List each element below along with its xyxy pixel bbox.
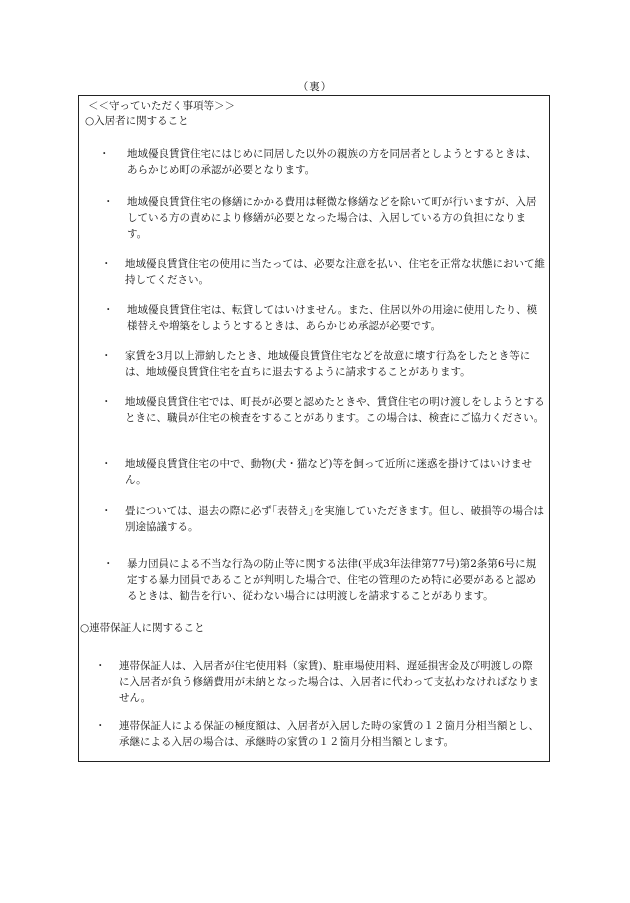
list-item-text: 地域優良賃貸住宅の中で、動物(犬・猫など)等を飼って近所に迷惑を掛けてはいけません。 <box>125 458 532 486</box>
list-item-text: 連帯保証人は、入居者が住宅使用料（家賃)、駐車場使用料、遅延損害金及び明渡しの際に入居者が負う修繕費用が未納となった場合は、入居者に代わって支払わなければなりません。 <box>119 660 539 704</box>
list-item <box>103 556 543 604</box>
list-item-text: 連帯保証人による保証の極度額は、入居者が入居した時の家賃の１２箇月分相当額とし、承継による入居の場合は、承継時の家賃の１２箇月分相当額とします。 <box>119 720 539 748</box>
list-item <box>101 394 545 426</box>
list-item-text: 地域優良賃貸住宅の修繕にかかる費用は軽微な修繕などを除いて町が行いますが、入居している方の責めにより修繕が必要となった場合は、入居している方の負担になります。 <box>127 196 537 240</box>
list-item <box>101 256 545 288</box>
list-item <box>101 348 545 380</box>
bullet: ・ <box>101 396 112 408</box>
bullet: ・ <box>103 196 114 208</box>
list-item-text: 地域優良賃貸住宅では、町長が必要と認めたときや、賃貸住宅の明け渡しをしようとするときに、職員が住宅の検査をすることがあります。この場合は、検査にご協力ください。 <box>125 396 545 424</box>
list-item <box>95 658 543 706</box>
bullet: ・ <box>95 660 106 672</box>
section-title-guarantor: ○連帯保証人に関すること <box>80 622 205 634</box>
list-item-text: 畳については、退去の際に必ず｢表替え｣を実施していただきます。但し、破損等の場合は別途協議する。 <box>125 505 544 533</box>
list-item-text: 地域優良賃貸住宅は、転貸してはいけません。また、住居以外の用途に使用したり、模様替えや増築をしようとするときは、あらかじめ承認が必要です。 <box>127 304 538 332</box>
list-item-text: 地域優良賃貸住宅の使用に当たっては、必要な注意を払い、住宅を正常な状態において維持してください。 <box>125 258 545 286</box>
bullet: ・ <box>101 458 112 470</box>
list-item <box>103 194 543 242</box>
bullet: ・ <box>95 720 106 732</box>
list-item <box>99 146 539 178</box>
list-item <box>103 302 543 334</box>
list-item-text: 暴力団員による不当な行為の防止等に関する法律(平成3年法律第77号)第2条第6号に規定する暴力団員であることが判明した場合で、住宅の管理のため特に必要があると認めるときは、勧告を行い、従わない場合には明渡しを請求することがあります。 <box>127 558 537 602</box>
notice-heading: ＜＜守っていただく事項等＞＞ <box>88 100 235 112</box>
section-title-tenant: ○入居者に関すること <box>85 115 189 127</box>
list-item <box>101 456 545 488</box>
bullet: ・ <box>101 258 112 270</box>
bullet: ・ <box>101 505 112 517</box>
list-item <box>95 718 543 750</box>
bullet: ・ <box>99 148 110 160</box>
bullet: ・ <box>103 304 114 316</box>
notice-box <box>78 95 550 762</box>
list-item <box>101 503 545 535</box>
page-side-label: （裏） <box>297 81 333 93</box>
list-item-text: 家賃を3月以上滞納したとき、地域優良賃貸住宅などを故意に壊す行為をしたとき等には、地域優良賃貸住宅を直ちに退去するように請求することがあります。 <box>125 350 531 378</box>
list-item-text: 地域優良賃貸住宅にはじめに同居した以外の親族の方を同居者としようとするときは、あらかじめ町の承認が必要となります。 <box>127 148 537 176</box>
bullet: ・ <box>101 350 112 362</box>
bullet: ・ <box>103 558 114 570</box>
